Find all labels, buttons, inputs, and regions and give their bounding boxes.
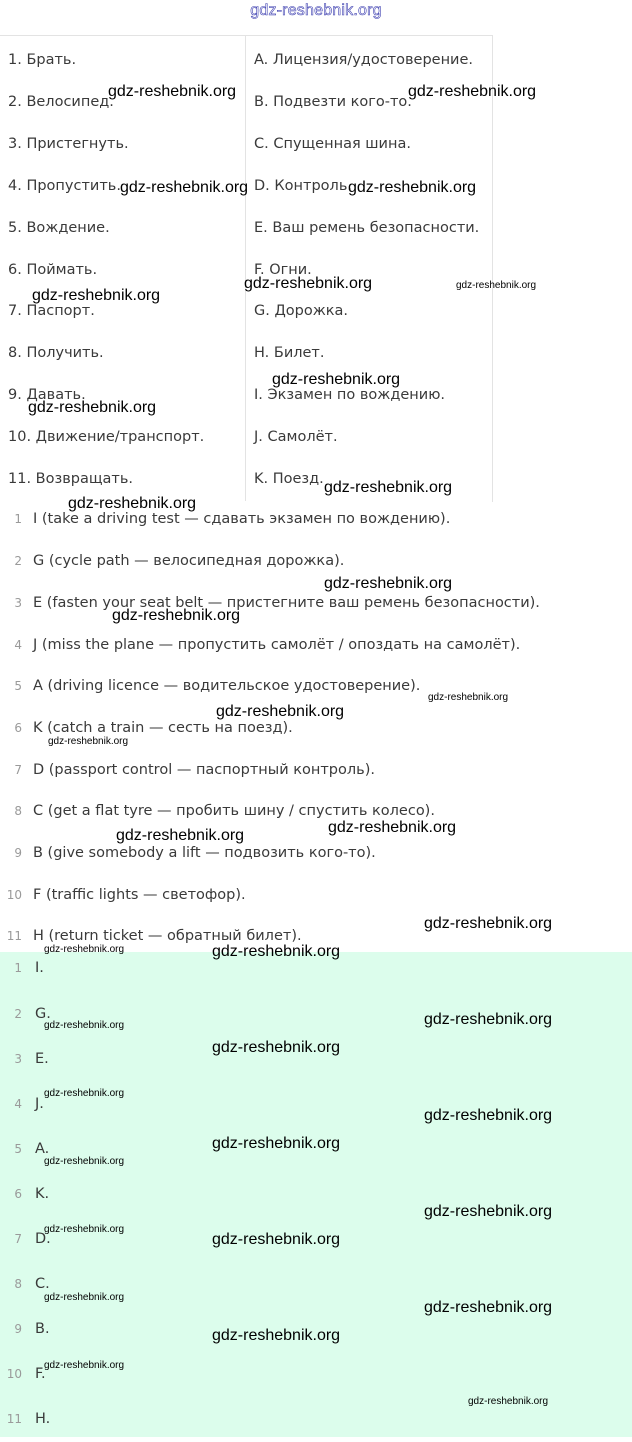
watermark: gdz-reshebnik.org [216, 703, 345, 720]
vocab-word: 5. Вождение. [8, 220, 110, 236]
answer-row [0, 790, 632, 832]
watermark: gdz-reshebnik.org [212, 1327, 341, 1344]
answer-text: J (miss the plane — пропустить самолёт / опоздать на самолёт). [33, 637, 521, 653]
vocab-translation: K. Поезд. [254, 471, 324, 487]
vocab-row [0, 416, 492, 458]
watermark: gdz-reshebnik.org [212, 1231, 341, 1248]
short-answer-letter: D. [35, 1231, 51, 1247]
answer-row [0, 749, 632, 791]
watermark: gdz-reshebnik.org [44, 1020, 125, 1031]
vocab-row [0, 39, 492, 81]
watermark: gdz-reshebnik.org [68, 495, 197, 512]
short-answer-number: 4 [14, 1097, 22, 1111]
answer-number: 1 [14, 512, 22, 526]
answer-number: 4 [14, 638, 22, 652]
watermark: gdz-reshebnik.org [272, 371, 401, 388]
answer-row [0, 624, 632, 666]
watermark: gdz-reshebnik.org [456, 280, 537, 291]
vocab-word: 6. Поймать. [8, 262, 98, 278]
vocab-translation: G. Дорожка. [254, 303, 349, 319]
watermark: gdz-reshebnik.org [44, 1360, 125, 1371]
vocab-word: 9. Давать. [8, 387, 86, 403]
answer-text: D (passport control — паспортный контроль). [33, 762, 375, 778]
watermark: gdz-reshebnik.org [44, 1088, 125, 1099]
short-answer-letter: E. [35, 1051, 49, 1067]
header-watermark: gdz-reshebnik.org [250, 2, 382, 19]
watermark: gdz-reshebnik.org [424, 1011, 553, 1028]
answer-row [0, 874, 632, 916]
vocab-translation: J. Самолёт. [254, 429, 338, 445]
short-answer-letter: F. [35, 1366, 46, 1382]
watermark: gdz-reshebnik.org [44, 944, 125, 955]
short-answer-number: 11 [6, 1412, 22, 1426]
watermark: gdz-reshebnik.org [108, 83, 237, 100]
answer-row [0, 582, 632, 624]
short-answer-letter: J. [35, 1096, 44, 1112]
watermark: gdz-reshebnik.org [424, 915, 553, 932]
watermark: gdz-reshebnik.org [424, 1203, 553, 1220]
vocab-word: 2. Велосипед. [8, 94, 114, 110]
short-answer-number: 1 [14, 961, 22, 975]
vocab-word: 8. Получить. [8, 345, 104, 361]
short-answer-letter: I. [35, 960, 44, 976]
watermark: gdz-reshebnik.org [324, 575, 453, 592]
short-answer-number: 3 [14, 1052, 22, 1066]
answer-number: 10 [6, 888, 22, 902]
watermark: gdz-reshebnik.org [112, 607, 241, 624]
vocab-row [0, 207, 492, 249]
watermark: gdz-reshebnik.org [32, 287, 161, 304]
answer-number: 8 [14, 804, 22, 818]
answer-text: A (driving licence — водительское удостоверение). [33, 678, 421, 694]
short-answer-number: 10 [6, 1367, 22, 1381]
watermark: gdz-reshebnik.org [120, 179, 249, 196]
watermark: gdz-reshebnik.org [44, 1292, 125, 1303]
short-answer-number: 5 [14, 1142, 22, 1156]
vocab-word: 7. Паспорт. [8, 303, 95, 319]
answer-number: 9 [14, 846, 22, 860]
vocab-word: 10. Движение/транспорт. [8, 429, 205, 445]
watermark: gdz-reshebnik.org [212, 943, 341, 960]
short-answer-letter: B. [35, 1321, 50, 1337]
answer-number: 6 [14, 721, 22, 735]
watermark: gdz-reshebnik.org [48, 736, 129, 747]
answer-text: H (return ticket — обратный билет). [33, 928, 302, 944]
short-answer-row [0, 1352, 632, 1397]
short-answer-letter: C. [35, 1276, 50, 1292]
watermark: gdz-reshebnik.org [348, 179, 477, 196]
answer-text: B (give somebody a lift — подвозить кого-то). [33, 845, 376, 861]
answer-text: G (cycle path — велосипедная дорожка). [33, 553, 345, 569]
watermark: gdz-reshebnik.org [28, 399, 157, 416]
short-answer-number: 2 [14, 1007, 22, 1021]
watermark: gdz-reshebnik.org [328, 819, 457, 836]
answer-number: 7 [14, 763, 22, 777]
vocab-row [0, 332, 492, 374]
vocab-word: 1. Брать. [8, 52, 77, 68]
answer-text: I (take a driving test — сдавать экзамен по вождению). [33, 511, 451, 527]
short-answer-letter: G. [35, 1006, 51, 1022]
vocab-translation: I. Экзамен по вождению. [254, 387, 446, 403]
vocab-word: 3. Пристегнуть. [8, 136, 129, 152]
short-answer-number: 8 [14, 1277, 22, 1291]
watermark: gdz-reshebnik.org [212, 1135, 341, 1152]
answer-number: 5 [14, 679, 22, 693]
short-answer-letter: K. [35, 1186, 50, 1202]
answer-row [0, 540, 632, 582]
vocab-word: 11. Возвращать. [8, 471, 133, 487]
answer-number: 2 [14, 554, 22, 568]
answer-text: C (get a flat tyre — пробить шину / спустить колесо). [33, 803, 435, 819]
watermark: gdz-reshebnik.org [428, 692, 509, 703]
answer-number: 3 [14, 596, 22, 610]
watermark: gdz-reshebnik.org [324, 479, 453, 496]
watermark: gdz-reshebnik.org [468, 1396, 549, 1407]
vocab-translation: D. Контроль. [254, 178, 352, 194]
watermark: gdz-reshebnik.org [116, 827, 245, 844]
vocab-translation: F. Огни. [254, 262, 312, 278]
vocab-row [0, 123, 492, 165]
watermark: gdz-reshebnik.org [44, 1224, 125, 1235]
watermark: gdz-reshebnik.org [44, 1156, 125, 1167]
watermark: gdz-reshebnik.org [244, 275, 373, 292]
answer-text: F (traffic lights — светофор). [33, 887, 246, 903]
answer-row [0, 832, 632, 874]
short-answer-letter: A. [35, 1141, 50, 1157]
short-answer-number: 9 [14, 1322, 22, 1336]
watermark: gdz-reshebnik.org [408, 83, 537, 100]
vocab-translation: B. Подвезти кого-то. [254, 94, 412, 110]
short-answer-number: 7 [14, 1232, 22, 1246]
answer-text: E (fasten your seat belt — пристегните ваш ремень безопасности). [33, 595, 540, 611]
watermark: gdz-reshebnik.org [424, 1299, 553, 1316]
answer-row [0, 665, 632, 707]
vocab-word: 4. Пропустить. [8, 178, 121, 194]
watermark: gdz-reshebnik.org [424, 1107, 553, 1124]
vocab-translation: E. Ваш ремень безопасности. [254, 220, 480, 236]
vocab-translation: A. Лицензия/удостоверение. [254, 52, 474, 68]
short-answer-number: 6 [14, 1187, 22, 1201]
vocab-translation: C. Спущенная шина. [254, 136, 411, 152]
short-answer-letter: H. [35, 1411, 51, 1427]
answer-number: 11 [6, 929, 22, 943]
watermark: gdz-reshebnik.org [212, 1039, 341, 1056]
vocab-translation: H. Билет. [254, 345, 325, 361]
answer-text: K (catch a train — сесть на поезд). [33, 720, 293, 736]
